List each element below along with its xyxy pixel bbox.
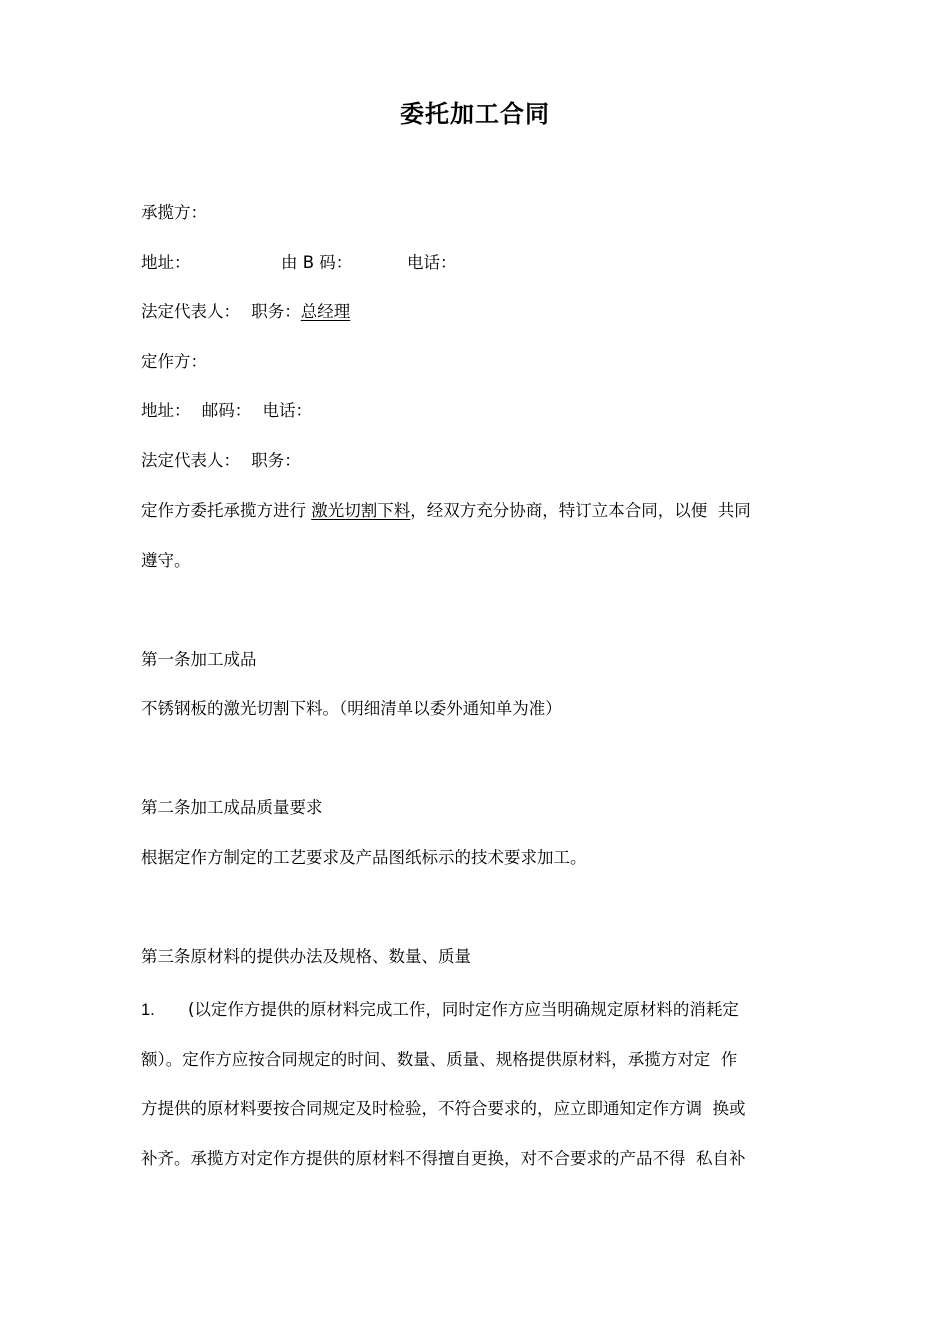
intro-text-part2: ，经双方充分协商，特订立本合同，以便 共同 (410, 501, 751, 520)
article1-body: 不锈钢板的激光切割下料。（明细清单以委外通知单为准） (141, 699, 562, 718)
intro-paragraph-line1 (141, 499, 751, 523)
client-rep-row (141, 449, 301, 473)
client-phone-label: 电话： (262, 401, 312, 420)
client-label: 定作方： (141, 352, 207, 371)
article3-item1-line2: 额）。定作方应按合同规定的时间、数量、质量、规格提供原材料，承揽方对定 作 (141, 1050, 738, 1069)
contractor-rep-label: 法定代表人： (141, 302, 240, 321)
contractor-phone-label: 电话： (407, 253, 457, 272)
contractor-position-label: 职务： (251, 302, 301, 321)
article3-item1-line4: 补齐。承揽方对定作方提供的原材料不得擅自更换，对不合要求的产品不得 私自补 (141, 1149, 746, 1168)
article1-heading: 第一条加工成品 (141, 650, 257, 669)
contractor-position-value: 总经理 (300, 302, 351, 321)
article3-item1-line3: 方提供的原材料要按合同规定及时检验，不符合要求的，应立即通知定作方调 换或 (141, 1099, 746, 1118)
client-position-label: 职务： (251, 451, 301, 470)
client-rep-label: 法定代表人： (141, 451, 240, 470)
article3-heading: 第三条原材料的提供办法及规格、数量、质量 (141, 947, 471, 966)
client-contact-row (141, 399, 312, 423)
contractor-contact-row (141, 251, 457, 275)
contractor-label: 承揽方： (141, 203, 207, 222)
contractor-rep-row (141, 300, 350, 324)
client-postcode-label: 邮码： (201, 401, 252, 420)
contractor-postcode-label: 由 B 码： (281, 253, 353, 272)
article3-item1-line1 (141, 998, 739, 1022)
intro-paragraph-line2: 遵守。 (141, 551, 191, 570)
intro-underlined-service: 激光切割下料 (311, 501, 411, 520)
article3-item-number: 1. (141, 1001, 155, 1019)
intro-text-part1: 定作方委托承揽方进行 (141, 501, 312, 520)
client-address-label: 地址： (141, 401, 191, 420)
article3-item-text: (以定作方提供的原材料完成工作，同时定作方应当明确规定原材料的消耗定 (188, 1000, 739, 1019)
article2-body: 根据定作方制定的工艺要求及产品图纸标示的技术要求加工。 (141, 848, 587, 867)
article2-heading: 第二条加工成品质量要求 (141, 798, 323, 817)
document-title: 委托加工合同 (400, 100, 550, 128)
contractor-address-label: 地址： (141, 253, 191, 272)
